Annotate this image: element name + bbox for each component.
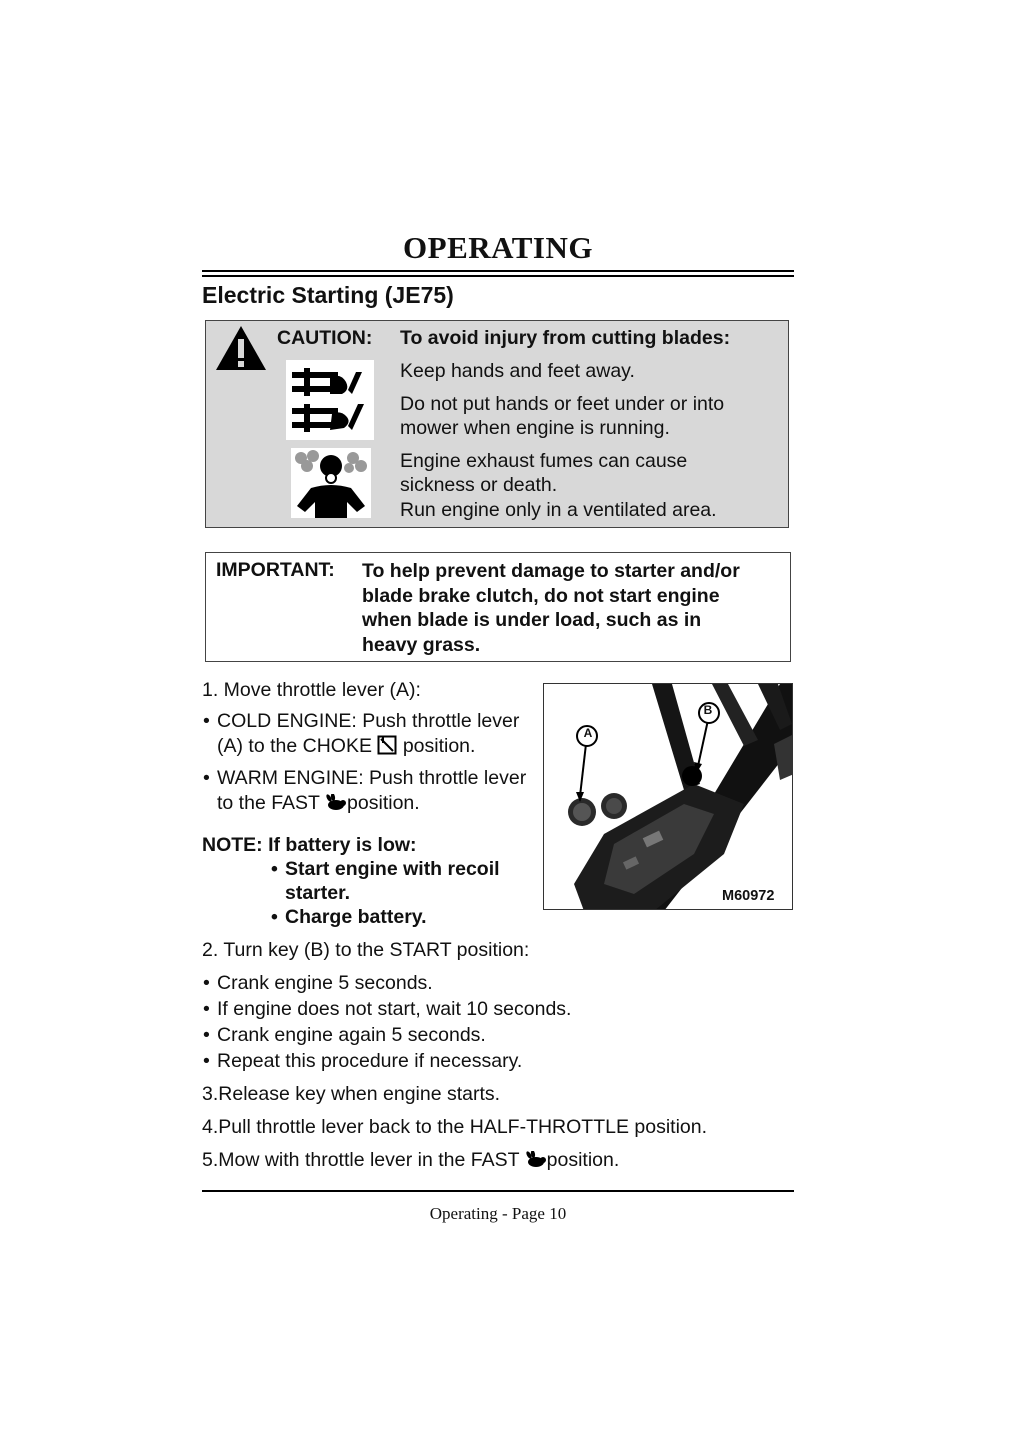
callout-b-label: B (703, 703, 713, 717)
throttle-key-photo (543, 683, 793, 910)
step-2: 2. Turn key (B) to the START position: (202, 939, 530, 961)
bullet: • (203, 972, 210, 994)
bullet: • (271, 858, 278, 880)
cold-engine-line-a: COLD ENGINE: Push throttle lever (217, 710, 520, 732)
crank-line-2: If engine does not start, wait 10 seconds. (217, 998, 572, 1020)
caution-label: CAUTION: (277, 327, 373, 349)
warm-engine-text: to the FAST (217, 792, 320, 814)
step-3: 3.Release key when engine starts. (202, 1083, 501, 1105)
photo-code: M60972 (722, 888, 775, 904)
warm-engine-position: position. (347, 792, 420, 814)
warning-triangle-icon (214, 324, 268, 372)
caution-line-keep-away: Keep hands and feet away. (400, 360, 635, 382)
page-title: OPERATING (403, 230, 593, 265)
cold-engine-line-b (217, 734, 475, 759)
caution-line-hands-feet-a: Do not put hands or feet under or into (400, 393, 725, 415)
note-heading: NOTE: If battery is low: (202, 834, 417, 856)
page-footer: Operating - Page 10 (429, 1204, 567, 1223)
cold-engine-text: (A) to the CHOKE (217, 735, 372, 757)
caution-line-exhaust-c: Run engine only in a ventilated area. (400, 499, 717, 521)
choke-icon (377, 735, 397, 755)
step-5-text: 5.Mow with throttle lever in the FAST (202, 1149, 520, 1171)
warm-engine-line-b (217, 791, 420, 816)
footer-rule (202, 1190, 794, 1192)
bullet: • (203, 767, 210, 789)
exhaust-fumes-icon (291, 448, 371, 518)
step-5 (202, 1148, 619, 1173)
crank-line-3: Crank engine again 5 seconds. (217, 1024, 486, 1046)
mower-handle-illustration (544, 684, 793, 910)
important-line: heavy grass. (362, 633, 481, 656)
step-1: 1. Move throttle lever (A): (202, 679, 421, 701)
important-text (362, 559, 782, 657)
rabbit-fast-icon (325, 794, 347, 812)
section-heading: Electric Starting (JE75) (202, 282, 454, 308)
caution-line-hands-feet-b: mower when engine is running. (400, 417, 670, 439)
bullet: • (203, 710, 210, 732)
header-rule (202, 270, 794, 272)
bullet: • (203, 1050, 210, 1072)
note-recoil-a: Start engine with recoil (285, 858, 500, 880)
caution-line-exhaust-a: Engine exhaust fumes can cause (400, 450, 688, 472)
crank-line-1: Crank engine 5 seconds. (217, 972, 433, 994)
step-4: 4.Pull throttle lever back to the HALF-THROTTLE position. (202, 1116, 708, 1138)
important-line: To help prevent damage to starter and/or (362, 560, 740, 582)
important-label: IMPORTANT: (216, 559, 335, 581)
callout-a-label: A (583, 726, 593, 740)
note-charge: Charge battery. (285, 906, 427, 928)
step-5-position: position. (546, 1149, 620, 1171)
caution-line-exhaust-b: sickness or death. (400, 474, 558, 496)
bullet: • (203, 998, 210, 1020)
note-recoil-b: starter. (285, 882, 351, 904)
crank-line-4: Repeat this procedure if necessary. (217, 1050, 523, 1072)
bullet: • (271, 906, 278, 928)
rabbit-fast-icon (525, 1151, 547, 1169)
important-line: when blade is under load, such as in (362, 609, 702, 631)
important-line: blade brake clutch, do not start engine (362, 584, 720, 607)
hand-foot-blade-icon (286, 360, 374, 440)
cold-engine-position: position. (402, 735, 476, 757)
warm-engine-line-a: WARM ENGINE: Push throttle lever (217, 767, 527, 789)
caution-heading: To avoid injury from cutting blades: (400, 327, 731, 349)
header-rule-secondary (202, 275, 794, 277)
bullet: • (203, 1024, 210, 1046)
